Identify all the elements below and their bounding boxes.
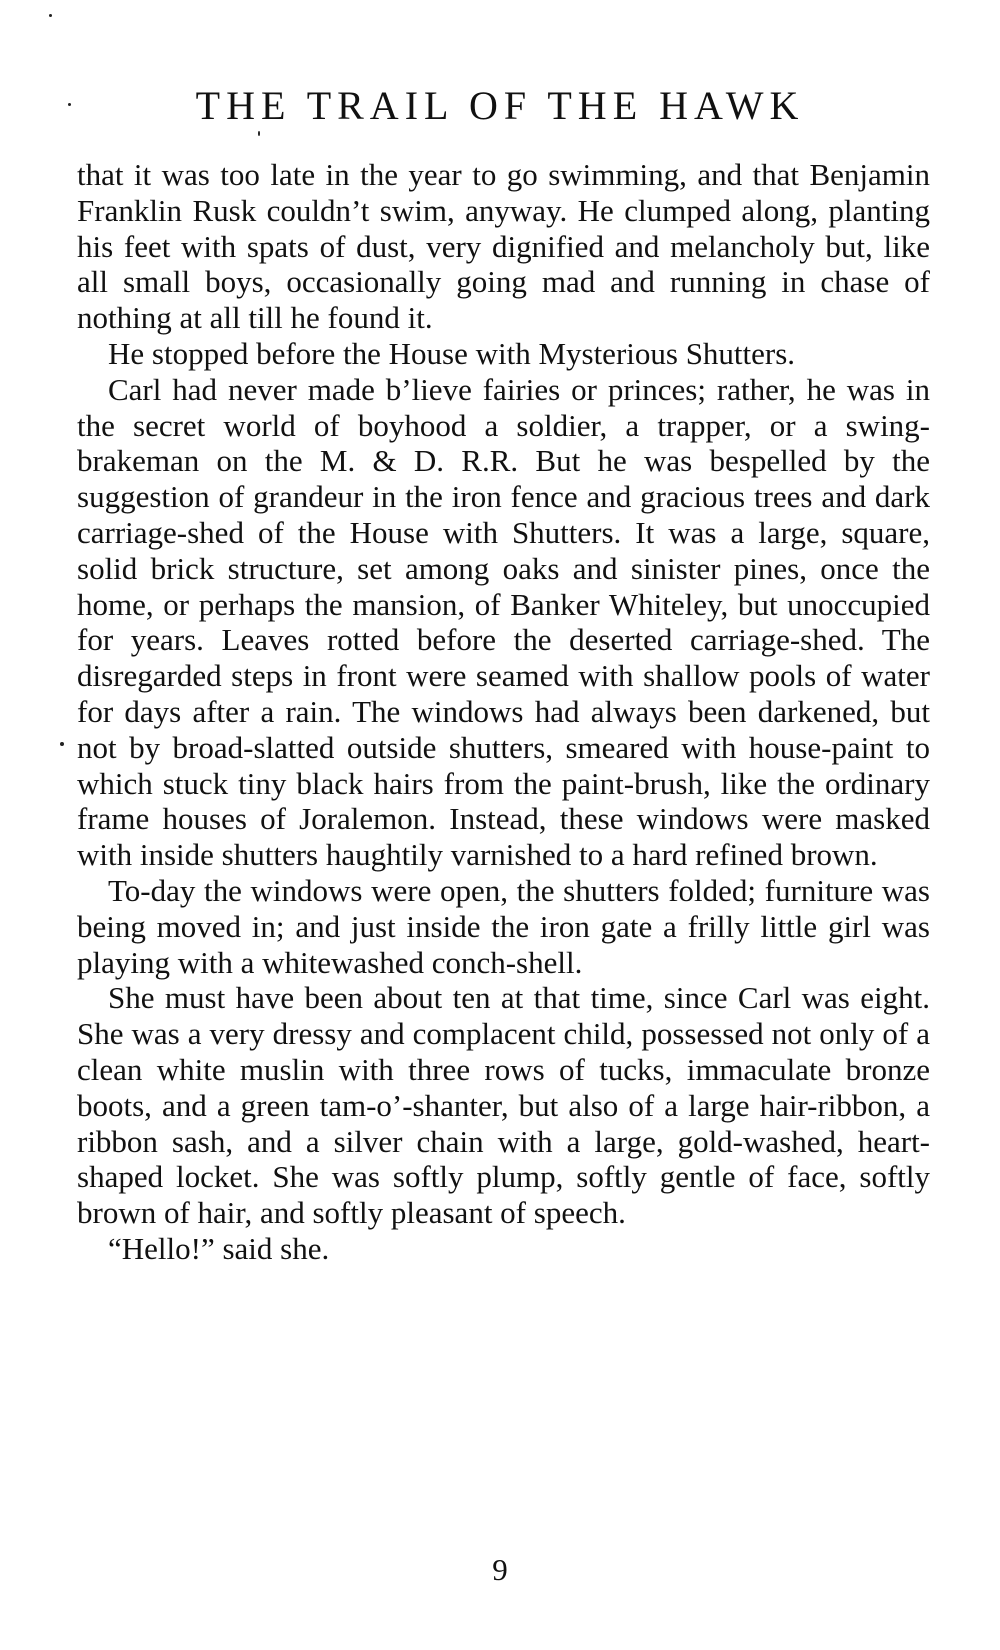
print-speck xyxy=(258,131,260,136)
paragraph: She must have been about ten at that time, since Carl was eight. She was a very dressy and complacent child, possessed not only of a clean white muslin with three rows of tucks, immaculate bronze boots, and a green tam-o’-shanter, but also of a large hair-ribbon, a ribbon sash, and a silver chain with a large, gold-washed, heart-shaped locket. She was softly plump, softly gentle of face, softly brown of hair, and softly pleasant of speech. xyxy=(77,980,930,1231)
paragraph: To-day the windows were open, the shutters folded; furniture was being moved in; and just inside the iron gate a frilly little girl was playing with a whitewashed conch-shell. xyxy=(77,872,930,980)
running-head: THE TRAIL OF THE HAWK xyxy=(195,83,805,128)
print-speck xyxy=(60,742,64,746)
body-text xyxy=(77,157,930,1267)
paragraph: “Hello!” said she. xyxy=(108,1230,330,1266)
paragraph: that it was too late in the year to go swimming, and that Benjamin Franklin Rusk couldn’t swim, anyway. He clumped along, planting his feet with spats of dust, very dignified and melancholy but, like all small boys, occasionally going mad and running in chase of nothing at all till he found it. xyxy=(77,157,930,336)
paragraph: Carl had never made b’lieve fairies or princes; rather, he was in the secret world of boyhood a soldier, a trapper, or a swing-brakeman on the M. & D. R.R. But he was bespelled by the suggestion of grandeur in the iron fence and gracious trees and dark carriage-shed of the House with Shutters. It was a large, square, solid brick structure, set among oaks and sinister pines, once the home, or perhaps the mansion, of Banker Whiteley, but unoccupied for years. Leaves rotted before the deserted carriage-shed. The disregarded steps in front were seamed with shallow pools of water for days after a rain. The windows had always been darkened, but not by broad-slatted outside shutters, smeared with house-paint to which stuck tiny black hairs from the paint-brush, like the ordinary frame houses of Joralemon. Instead, these windows were masked with inside shutters haughtily varnished to a hard refined brown. xyxy=(77,371,930,873)
paragraph: He stopped before the House with Mysterious Shutters. xyxy=(108,335,796,371)
page-number: 9 xyxy=(492,1552,508,1587)
print-speck xyxy=(49,14,52,17)
